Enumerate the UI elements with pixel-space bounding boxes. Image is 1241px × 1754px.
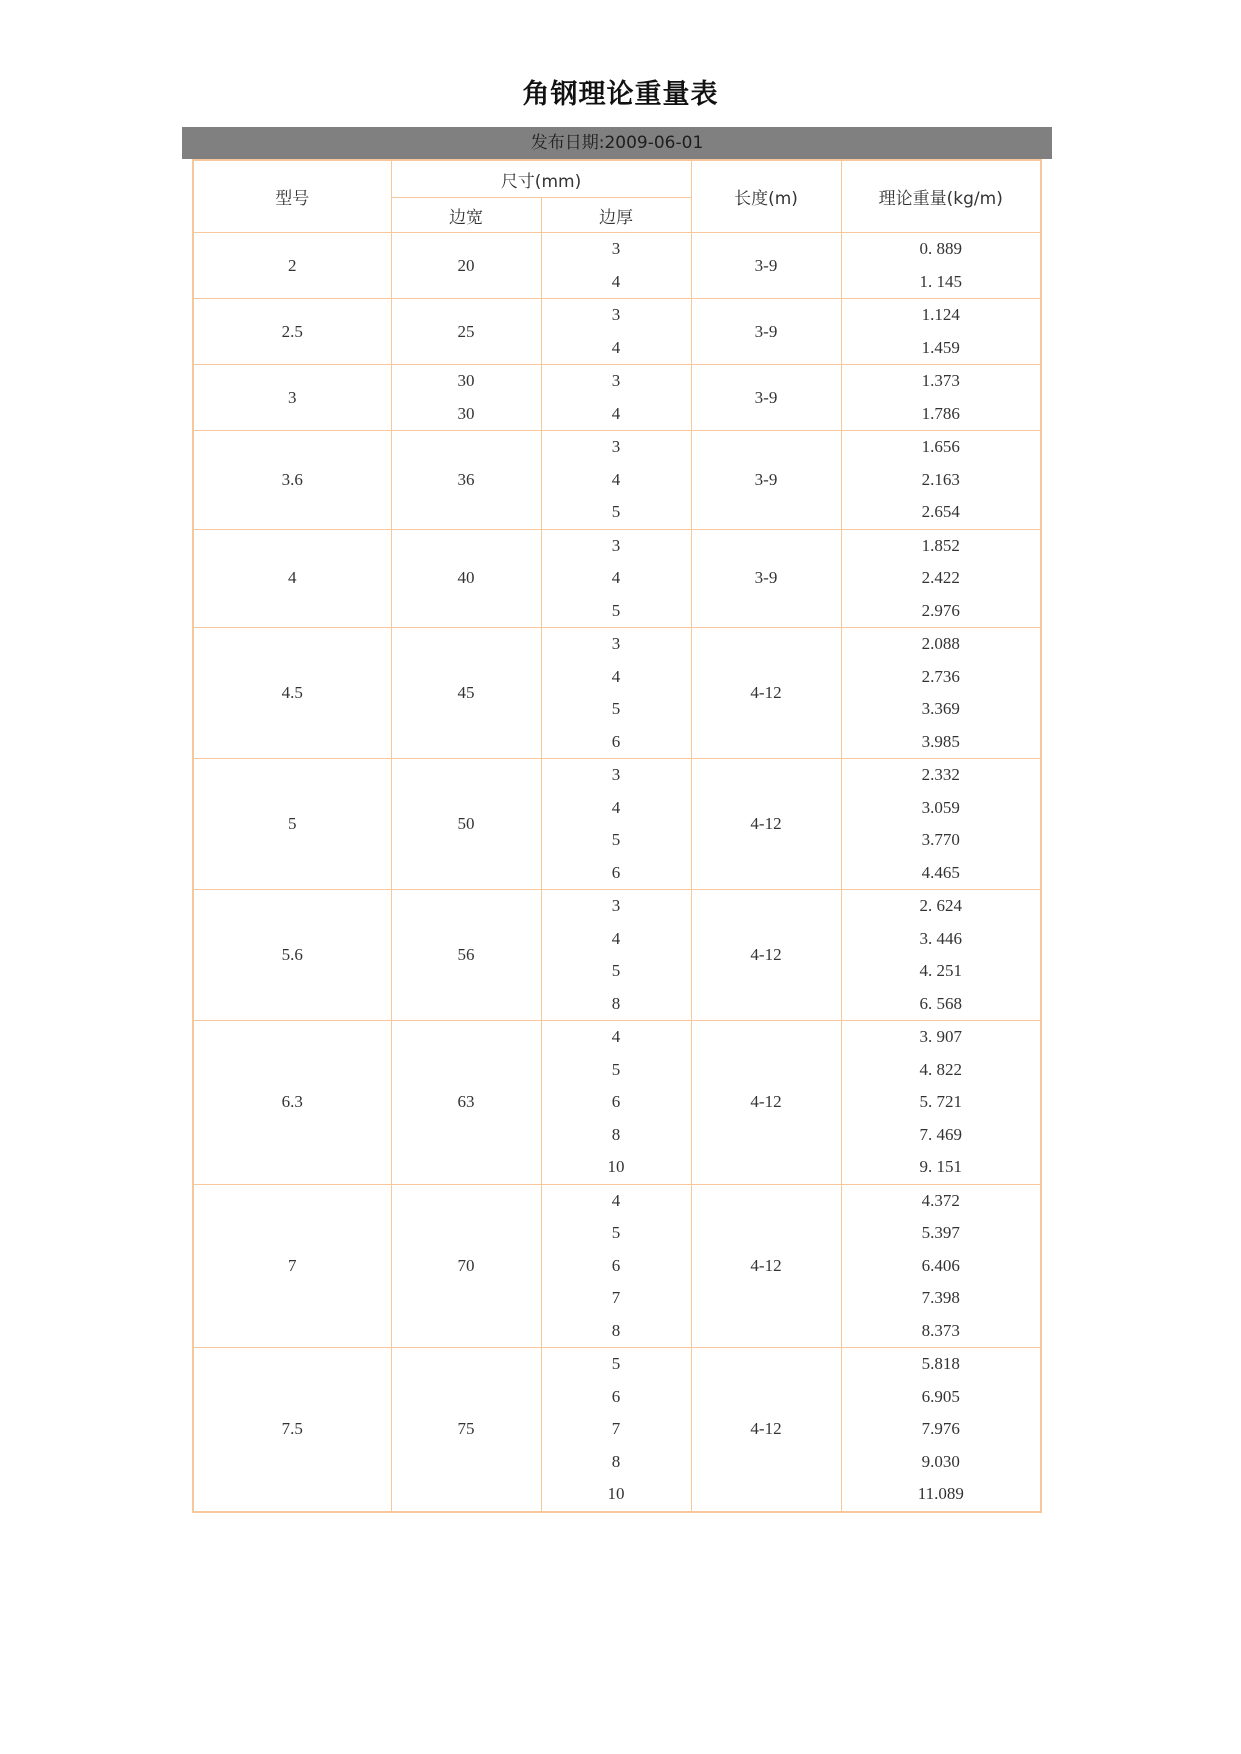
edge-thickness-value: 3	[611, 634, 621, 653]
weight-cell	[841, 1184, 1041, 1348]
header-length: 长度(m)	[691, 160, 841, 233]
edge-thickness-cell	[541, 890, 691, 1021]
weight-value: 2.332	[921, 765, 960, 784]
edge-width-value: 30	[457, 371, 475, 390]
weight-cell	[841, 1348, 1041, 1512]
edge-width-cell: 63	[391, 1021, 541, 1185]
edge-thickness-cell	[541, 1021, 691, 1185]
edge-thickness-value: 5	[611, 600, 621, 620]
weight-value: 0. 889	[919, 239, 963, 258]
edge-thickness-value: 3	[611, 437, 621, 456]
weight-cell	[841, 365, 1041, 431]
weight-value: 4.465	[921, 862, 960, 882]
edge-thickness-value: 4	[611, 1027, 621, 1046]
publish-date-bar: 发布日期:2009-06-01	[182, 127, 1052, 159]
edge-thickness-value: 5	[611, 1354, 621, 1373]
weight-value: 1.656	[921, 437, 960, 456]
edge-thickness-value: 6	[611, 731, 621, 751]
length-cell: 3-9	[691, 299, 841, 365]
edge-thickness-value: 4	[611, 469, 621, 489]
edge-thickness-value: 4	[611, 337, 621, 357]
edge-thickness-cell	[541, 1348, 691, 1512]
edge-thickness-value: 4	[611, 797, 621, 817]
weight-value: 3. 907	[919, 1027, 963, 1046]
edge-thickness-value: 6	[611, 1386, 621, 1406]
table-row	[193, 628, 1041, 759]
length-cell: 4-12	[691, 1348, 841, 1512]
weight-value: 6. 568	[919, 993, 963, 1013]
weight-value: 2.736	[921, 666, 960, 686]
edge-width-cell	[391, 365, 541, 431]
table-row	[193, 365, 1041, 431]
weight-value: 6.905	[921, 1386, 960, 1406]
model-cell: 4.5	[193, 628, 391, 759]
table-row	[193, 1021, 1041, 1185]
weight-value: 2.976	[921, 600, 960, 620]
length-cell: 4-12	[691, 759, 841, 890]
edge-thickness-value: 7	[611, 1419, 621, 1438]
edge-thickness-cell	[541, 431, 691, 530]
weight-cell	[841, 628, 1041, 759]
header-model: 型号	[193, 160, 391, 233]
edge-width-cell: 56	[391, 890, 541, 1021]
weight-value: 1.786	[921, 403, 960, 423]
table-row	[193, 431, 1041, 530]
edge-thickness-cell	[541, 529, 691, 628]
weight-value: 7. 469	[919, 1124, 963, 1144]
edge-thickness-cell	[541, 299, 691, 365]
edge-thickness-value: 5	[611, 502, 621, 521]
edge-width-cell: 70	[391, 1184, 541, 1348]
weight-cell	[841, 233, 1041, 299]
edge-thickness-cell	[541, 628, 691, 759]
weight-value: 9. 151	[919, 1157, 963, 1176]
weight-cell	[841, 1021, 1041, 1185]
weight-value: 4. 251	[919, 961, 963, 980]
weight-value: 2.163	[921, 469, 960, 489]
model-cell: 7.5	[193, 1348, 391, 1512]
edge-thickness-cell	[541, 1184, 691, 1348]
weight-value: 3.770	[921, 830, 960, 849]
edge-thickness-value: 3	[611, 305, 621, 324]
weight-value: 1.852	[921, 535, 960, 555]
weight-cell	[841, 529, 1041, 628]
edge-thickness-value: 5	[611, 830, 621, 849]
edge-thickness-value: 5	[611, 961, 621, 980]
edge-thickness-value: 3	[611, 765, 621, 784]
edge-thickness-value: 3	[611, 535, 621, 555]
weight-value: 7.976	[921, 1419, 960, 1438]
table-row	[193, 759, 1041, 890]
weight-value: 1.124	[921, 305, 960, 324]
header-size: 尺寸(mm)	[391, 160, 691, 198]
angle-steel-weight-table	[192, 159, 1042, 1513]
edge-thickness-value: 8	[611, 1320, 621, 1340]
edge-thickness-value: 6	[611, 1092, 621, 1111]
weight-cell	[841, 890, 1041, 1021]
edge-thickness-value: 8	[611, 993, 621, 1013]
edge-thickness-value: 10	[607, 1484, 625, 1503]
edge-thickness-value: 3	[611, 371, 621, 390]
header-edge-thickness: 边厚	[541, 198, 691, 233]
weight-value: 2.088	[921, 634, 960, 653]
weight-value: 3.985	[921, 731, 960, 751]
edge-thickness-value: 4	[611, 1190, 621, 1210]
model-cell: 3	[193, 365, 391, 431]
weight-cell	[841, 431, 1041, 530]
edge-thickness-value: 8	[611, 1451, 621, 1471]
weight-value: 11.089	[917, 1484, 964, 1503]
edge-width-cell: 40	[391, 529, 541, 628]
edge-thickness-value: 5	[611, 1059, 621, 1079]
length-cell: 4-12	[691, 628, 841, 759]
model-cell: 5.6	[193, 890, 391, 1021]
length-cell: 4-12	[691, 1021, 841, 1185]
weight-value: 5. 721	[919, 1092, 963, 1111]
edge-thickness-cell	[541, 365, 691, 431]
weight-value: 3.369	[921, 699, 960, 718]
edge-thickness-cell	[541, 759, 691, 890]
edge-thickness-cell	[541, 233, 691, 299]
model-cell: 2	[193, 233, 391, 299]
weight-value: 2.422	[921, 568, 960, 587]
edge-thickness-value: 4	[611, 666, 621, 686]
weight-value: 7.398	[921, 1288, 960, 1307]
weight-value: 2.654	[921, 502, 960, 521]
length-cell: 4-12	[691, 890, 841, 1021]
length-cell: 3-9	[691, 233, 841, 299]
weight-value: 5.818	[921, 1354, 960, 1373]
table-row	[193, 233, 1041, 299]
edge-thickness-value: 4	[611, 271, 621, 291]
edge-width-cell: 75	[391, 1348, 541, 1512]
weight-value: 3.059	[921, 797, 960, 817]
edge-width-cell: 25	[391, 299, 541, 365]
table-row	[193, 1348, 1041, 1512]
edge-thickness-value: 4	[611, 928, 621, 948]
edge-width-cell: 50	[391, 759, 541, 890]
weight-value: 4. 822	[919, 1059, 963, 1079]
weight-cell	[841, 759, 1041, 890]
edge-thickness-value: 5	[611, 1223, 621, 1242]
edge-width-cell: 20	[391, 233, 541, 299]
model-cell: 7	[193, 1184, 391, 1348]
edge-thickness-value: 7	[611, 1288, 621, 1307]
edge-thickness-value: 4	[611, 568, 621, 587]
page-title: 角钢理论重量表	[522, 79, 719, 110]
edge-thickness-value: 6	[611, 1255, 621, 1275]
table-row	[193, 529, 1041, 628]
header-edge-width: 边宽	[391, 198, 541, 233]
edge-width-cell: 45	[391, 628, 541, 759]
length-cell: 4-12	[691, 1184, 841, 1348]
edge-thickness-value: 5	[611, 699, 621, 718]
model-cell: 4	[193, 529, 391, 628]
weight-value: 2. 624	[919, 896, 963, 915]
weight-value: 4.372	[921, 1190, 960, 1210]
weight-value: 9.030	[921, 1451, 960, 1471]
length-cell: 3-9	[691, 431, 841, 530]
edge-width-cell: 36	[391, 431, 541, 530]
edge-thickness-value: 6	[611, 862, 621, 882]
model-cell: 3.6	[193, 431, 391, 530]
header-weight: 理论重量(kg/m)	[841, 160, 1041, 233]
table-body	[193, 233, 1041, 1512]
weight-value: 5.397	[921, 1223, 960, 1242]
weight-value: 1.373	[921, 371, 960, 390]
weight-value: 8.373	[921, 1320, 960, 1340]
edge-width-value: 30	[457, 403, 475, 423]
weight-cell	[841, 299, 1041, 365]
edge-thickness-value: 4	[611, 403, 621, 423]
edge-thickness-value: 3	[611, 896, 621, 915]
weight-value: 3. 446	[919, 928, 963, 948]
edge-thickness-value: 8	[611, 1124, 621, 1144]
weight-value: 1.459	[921, 337, 960, 357]
weight-value: 6.406	[921, 1255, 960, 1275]
table-row	[193, 299, 1041, 365]
model-cell: 6.3	[193, 1021, 391, 1185]
weight-value: 1. 145	[919, 271, 963, 291]
length-cell: 3-9	[691, 529, 841, 628]
model-cell: 2.5	[193, 299, 391, 365]
model-cell: 5	[193, 759, 391, 890]
length-cell: 3-9	[691, 365, 841, 431]
table-row	[193, 1184, 1041, 1348]
edge-thickness-value: 10	[607, 1157, 625, 1176]
edge-thickness-value: 3	[611, 239, 621, 258]
table-row	[193, 890, 1041, 1021]
